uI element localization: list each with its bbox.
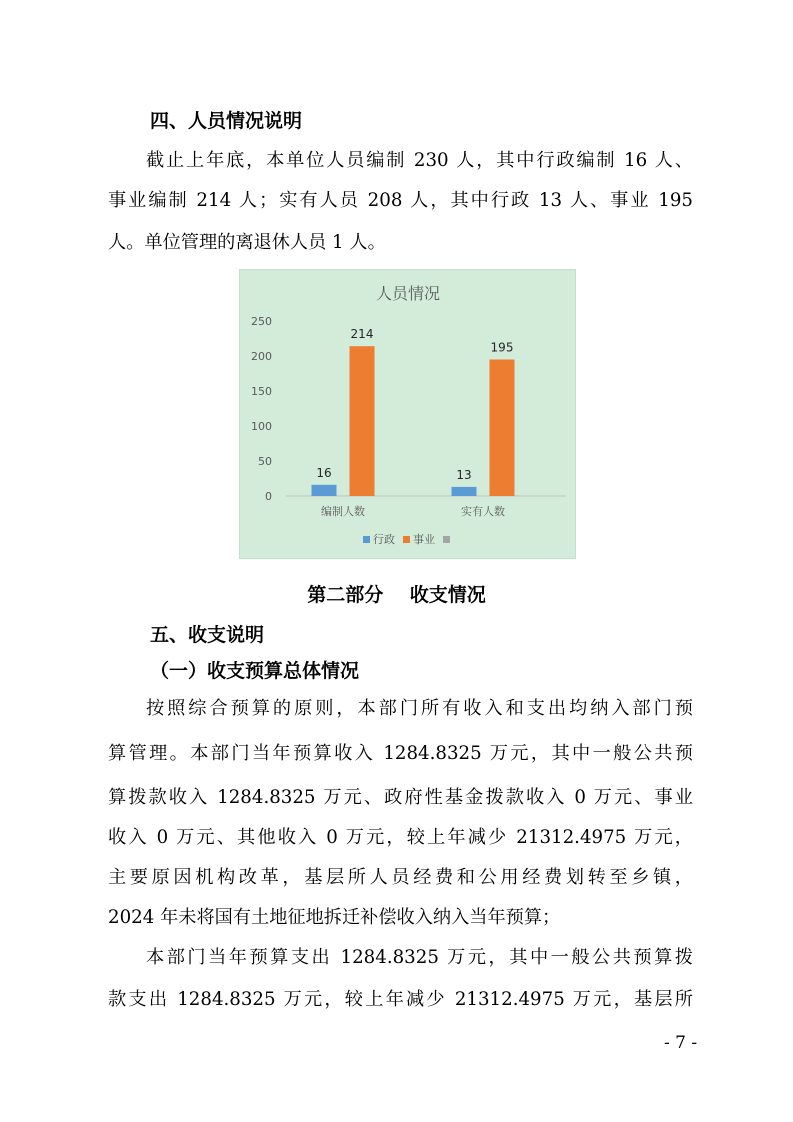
bar-shiye (490, 360, 515, 497)
y-tick-label: 150 (251, 385, 272, 398)
legend-swatch (363, 536, 370, 543)
data-label: 16 (316, 465, 332, 480)
y-tick-label: 250 (251, 315, 272, 328)
legend-label: 行政 (373, 533, 395, 546)
part-2-title: 第二部分 收支情况 (307, 584, 486, 606)
section-5-sub-heading: （一）收支预算总体情况 (150, 660, 360, 682)
page-number: - 7 - (664, 1033, 698, 1053)
bar-xingzheng (312, 485, 337, 496)
y-tick-label: 0 (265, 490, 272, 503)
legend-label: 事业 (413, 533, 435, 546)
section-4-line-3: 人。单位管理的离退休人员 1 人。 (108, 232, 386, 253)
chart-svg (240, 270, 577, 560)
section-4-heading: 四、人员情况说明 (150, 110, 303, 132)
para-1-line-2: 算管理。本部门当年预算收入 1284.8325 万元，其中一般公共预 (108, 743, 693, 764)
data-label: 13 (456, 467, 472, 482)
section-4-line-1: 截止上年底，本单位人员编制 230 人，其中行政编制 16 人、 (146, 150, 693, 171)
x-tick-label: 编制人数 (321, 505, 365, 518)
y-tick-label: 50 (258, 455, 272, 468)
section-4-line-2: 事业编制 214 人；实有人员 208 人，其中行政 13 人、事业 195 (108, 190, 693, 211)
para-1-line-4: 收入 0 万元、其他收入 0 万元，较上年减少 21312.4975 万元， (108, 827, 693, 848)
para-2-line-1: 本部门当年预算支出 1284.8325 万元，其中一般公共预算拨 (146, 947, 693, 968)
y-tick-label: 200 (251, 350, 272, 363)
para-1-line-6: 2024 年未将国有土地征地拆迁补偿收入纳入当年预算； (108, 907, 561, 928)
para-1-line-5: 主要原因机构改革，基层所人员经费和公用经费划转至乡镇， (108, 867, 693, 888)
data-label: 214 (350, 327, 374, 342)
legend-swatch (403, 536, 410, 543)
bar-xingzheng (452, 487, 477, 496)
para-2-line-2: 款支出 1284.8325 万元，较上年减少 21312.4975 万元，基层所 (108, 989, 693, 1010)
y-tick-label: 100 (251, 420, 272, 433)
personnel-chart (239, 269, 576, 559)
para-1-line-3: 算拨款收入 1284.8325 万元、政府性基金拨款收入 0 万元、事业 (108, 787, 693, 808)
section-5-heading: 五、收支说明 (150, 624, 265, 646)
legend-swatch (443, 536, 450, 543)
data-label: 195 (490, 340, 514, 355)
para-1-line-1: 按照综合预算的原则，本部门所有收入和支出均纳入部门预 (146, 698, 693, 719)
bar-shiye (350, 346, 375, 496)
chart-title: 人员情况 (375, 284, 441, 303)
x-tick-label: 实有人数 (461, 505, 505, 518)
